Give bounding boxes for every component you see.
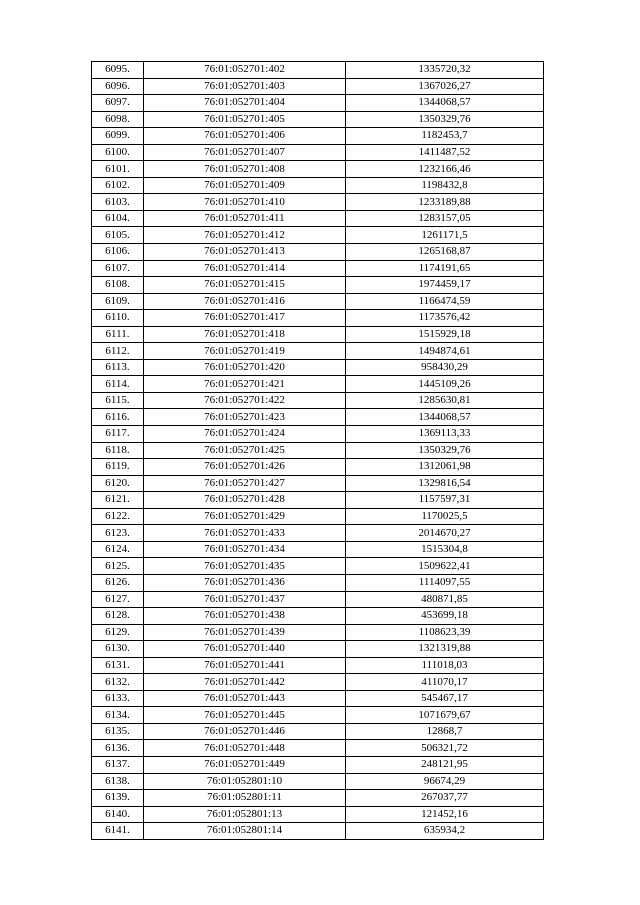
- cadastral-value-cell: 1114097,55: [346, 574, 544, 591]
- row-number-cell: 6121.: [92, 492, 144, 509]
- cadastral-value-cell: 1173576,42: [346, 310, 544, 327]
- cadastral-number-cell: 76:01:052701:427: [144, 475, 346, 492]
- cadastral-value-cell: 958430,29: [346, 359, 544, 376]
- cadastral-value-cell: 1261171,5: [346, 227, 544, 244]
- row-number-cell: 6117.: [92, 426, 144, 443]
- cadastral-value-cell: 121452,16: [346, 806, 544, 823]
- row-number-cell: 6140.: [92, 806, 144, 823]
- row-number-cell: 6109.: [92, 293, 144, 310]
- table-row: [92, 492, 544, 509]
- cadastral-value-cell: 1071679,67: [346, 707, 544, 724]
- cadastral-value-cell: 1157597,31: [346, 492, 544, 509]
- row-number-cell: 6139.: [92, 790, 144, 807]
- cadastral-value-cell: 1335720,32: [346, 62, 544, 79]
- cadastral-number-cell: 76:01:052701:425: [144, 442, 346, 459]
- row-number-cell: 6108.: [92, 277, 144, 294]
- cadastral-number-cell: 76:01:052701:429: [144, 508, 346, 525]
- cadastral-value-cell: 111018,03: [346, 657, 544, 674]
- cadastral-value-cell: 1350329,76: [346, 442, 544, 459]
- row-number-cell: 6135.: [92, 723, 144, 740]
- cadastral-number-cell: 76:01:052701:435: [144, 558, 346, 575]
- cadastral-value-cell: 1344068,57: [346, 95, 544, 112]
- cadastral-value-cell: 1312061,98: [346, 459, 544, 476]
- row-number-cell: 6137.: [92, 756, 144, 773]
- cadastral-value-cell: 1974459,17: [346, 277, 544, 294]
- table-row: [92, 608, 544, 625]
- table-row: [92, 756, 544, 773]
- row-number-cell: 6133.: [92, 690, 144, 707]
- cadastral-value-cell: 635934,2: [346, 823, 544, 840]
- table-row: [92, 227, 544, 244]
- row-number-cell: 6120.: [92, 475, 144, 492]
- table-row: [92, 459, 544, 476]
- cadastral-value-cell: 506321,72: [346, 740, 544, 757]
- cadastral-value-cell: 1232166,46: [346, 161, 544, 178]
- cadastral-number-cell: 76:01:052701:423: [144, 409, 346, 426]
- row-number-cell: 6105.: [92, 227, 144, 244]
- table-row: [92, 426, 544, 443]
- row-number-cell: 6095.: [92, 62, 144, 79]
- table-row: [92, 591, 544, 608]
- cadastral-value-cell: 2014670,27: [346, 525, 544, 542]
- cadastral-number-cell: 76:01:052701:434: [144, 541, 346, 558]
- cadastral-number-cell: 76:01:052701:421: [144, 376, 346, 393]
- table-row: [92, 707, 544, 724]
- cadastral-value-cell: 1411487,52: [346, 144, 544, 161]
- cadastral-number-cell: 76:01:052801:13: [144, 806, 346, 823]
- row-number-cell: 6113.: [92, 359, 144, 376]
- row-number-cell: 6100.: [92, 144, 144, 161]
- table-row: [92, 260, 544, 277]
- row-number-cell: 6119.: [92, 459, 144, 476]
- table-row: [92, 359, 544, 376]
- cadastral-number-cell: 76:01:052701:411: [144, 210, 346, 227]
- cadastral-value-cell: 1182453,7: [346, 128, 544, 145]
- cadastral-number-cell: 76:01:052701:442: [144, 674, 346, 691]
- table-body: [92, 62, 544, 840]
- cadastral-number-cell: 76:01:052701:448: [144, 740, 346, 757]
- cadastral-value-cell: 1285630,81: [346, 392, 544, 409]
- cadastral-value-cell: 248121,95: [346, 756, 544, 773]
- row-number-cell: 6122.: [92, 508, 144, 525]
- cadastral-number-cell: 76:01:052701:416: [144, 293, 346, 310]
- row-number-cell: 6129.: [92, 624, 144, 641]
- cadastral-number-cell: 76:01:052701:440: [144, 641, 346, 658]
- table-row: [92, 277, 544, 294]
- table-row: [92, 210, 544, 227]
- cadastral-number-cell: 76:01:052701:402: [144, 62, 346, 79]
- row-number-cell: 6107.: [92, 260, 144, 277]
- table-row: [92, 244, 544, 261]
- row-number-cell: 6131.: [92, 657, 144, 674]
- cadastral-value-cell: 1233189,88: [346, 194, 544, 211]
- row-number-cell: 6128.: [92, 608, 144, 625]
- table-row: [92, 161, 544, 178]
- cadastral-number-cell: 76:01:052701:428: [144, 492, 346, 509]
- table-row: [92, 823, 544, 840]
- row-number-cell: 6097.: [92, 95, 144, 112]
- table-row: [92, 723, 544, 740]
- table-row: [92, 790, 544, 807]
- cadastral-number-cell: 76:01:052701:408: [144, 161, 346, 178]
- cadastral-value-cell: 1344068,57: [346, 409, 544, 426]
- table-row: [92, 194, 544, 211]
- table-row: [92, 740, 544, 757]
- table-row: [92, 310, 544, 327]
- row-number-cell: 6116.: [92, 409, 144, 426]
- cadastral-number-cell: 76:01:052801:11: [144, 790, 346, 807]
- cadastral-number-cell: 76:01:052701:406: [144, 128, 346, 145]
- cadastral-value-cell: 1350329,76: [346, 111, 544, 128]
- cadastral-number-cell: 76:01:052701:417: [144, 310, 346, 327]
- cadastral-value-cell: 1198432,8: [346, 177, 544, 194]
- cadastral-value-cell: 12868,7: [346, 723, 544, 740]
- cadastral-number-cell: 76:01:052701:415: [144, 277, 346, 294]
- cadastral-number-cell: 76:01:052701:422: [144, 392, 346, 409]
- row-number-cell: 6098.: [92, 111, 144, 128]
- cadastral-number-cell: 76:01:052701:412: [144, 227, 346, 244]
- cadastral-value-cell: 453699,18: [346, 608, 544, 625]
- table-row: [92, 641, 544, 658]
- table-row: [92, 442, 544, 459]
- row-number-cell: 6104.: [92, 210, 144, 227]
- table-row: [92, 409, 544, 426]
- row-number-cell: 6110.: [92, 310, 144, 327]
- table-row: [92, 111, 544, 128]
- cadastral-value-cell: 1494874,61: [346, 343, 544, 360]
- cadastral-number-cell: 76:01:052701:405: [144, 111, 346, 128]
- row-number-cell: 6114.: [92, 376, 144, 393]
- cadastral-value-cell: 1321319,88: [346, 641, 544, 658]
- table-row: [92, 392, 544, 409]
- cadastral-number-cell: 76:01:052701:439: [144, 624, 346, 641]
- row-number-cell: 6099.: [92, 128, 144, 145]
- cadastral-value-cell: 1445109,26: [346, 376, 544, 393]
- table-row: [92, 128, 544, 145]
- cadastral-number-cell: 76:01:052801:10: [144, 773, 346, 790]
- table-row: [92, 177, 544, 194]
- cadastral-number-cell: 76:01:052701:446: [144, 723, 346, 740]
- row-number-cell: 6130.: [92, 641, 144, 658]
- cadastral-number-cell: 76:01:052701:410: [144, 194, 346, 211]
- row-number-cell: 6134.: [92, 707, 144, 724]
- cadastral-value-cell: 1515929,18: [346, 326, 544, 343]
- table-row: [92, 541, 544, 558]
- cadastral-number-cell: 76:01:052701:426: [144, 459, 346, 476]
- cadastral-value-cell: 1174191,65: [346, 260, 544, 277]
- table-row: [92, 376, 544, 393]
- table-row: [92, 773, 544, 790]
- row-number-cell: 6103.: [92, 194, 144, 211]
- cadastral-value-cell: 1515304,8: [346, 541, 544, 558]
- cadastral-value-cell: 545467,17: [346, 690, 544, 707]
- table-row: [92, 657, 544, 674]
- cadastral-value-cell: 1509622,41: [346, 558, 544, 575]
- table-row: [92, 78, 544, 95]
- row-number-cell: 6118.: [92, 442, 144, 459]
- table-row: [92, 343, 544, 360]
- row-number-cell: 6106.: [92, 244, 144, 261]
- table-row: [92, 574, 544, 591]
- table-row: [92, 144, 544, 161]
- cadastral-number-cell: 76:01:052701:413: [144, 244, 346, 261]
- table-row: [92, 674, 544, 691]
- cadastral-number-cell: 76:01:052701:433: [144, 525, 346, 542]
- cadastral-number-cell: 76:01:052701:437: [144, 591, 346, 608]
- row-number-cell: 6101.: [92, 161, 144, 178]
- cadastral-value-cell: 480871,85: [346, 591, 544, 608]
- cadastral-number-cell: 76:01:052701:409: [144, 177, 346, 194]
- row-number-cell: 6132.: [92, 674, 144, 691]
- row-number-cell: 6096.: [92, 78, 144, 95]
- table-row: [92, 326, 544, 343]
- cadastral-value-table: [91, 61, 544, 840]
- table-row: [92, 508, 544, 525]
- row-number-cell: 6141.: [92, 823, 144, 840]
- row-number-cell: 6102.: [92, 177, 144, 194]
- cadastral-number-cell: 76:01:052801:14: [144, 823, 346, 840]
- table-row: [92, 624, 544, 641]
- cadastral-value-cell: 1170025,5: [346, 508, 544, 525]
- row-number-cell: 6127.: [92, 591, 144, 608]
- cadastral-value-cell: 1329816,54: [346, 475, 544, 492]
- cadastral-value-cell: 411070,17: [346, 674, 544, 691]
- row-number-cell: 6123.: [92, 525, 144, 542]
- row-number-cell: 6125.: [92, 558, 144, 575]
- table-row: [92, 525, 544, 542]
- cadastral-number-cell: 76:01:052701:404: [144, 95, 346, 112]
- row-number-cell: 6115.: [92, 392, 144, 409]
- cadastral-value-cell: 1108623,39: [346, 624, 544, 641]
- table-row: [92, 95, 544, 112]
- table-row: [92, 293, 544, 310]
- row-number-cell: 6138.: [92, 773, 144, 790]
- cadastral-value-cell: 1265168,87: [346, 244, 544, 261]
- cadastral-number-cell: 76:01:052701:441: [144, 657, 346, 674]
- table-row: [92, 806, 544, 823]
- cadastral-value-cell: 1369113,33: [346, 426, 544, 443]
- cadastral-number-cell: 76:01:052701:438: [144, 608, 346, 625]
- cadastral-value-cell: 267037,77: [346, 790, 544, 807]
- row-number-cell: 6112.: [92, 343, 144, 360]
- table-row: [92, 690, 544, 707]
- cadastral-value-cell: 1367026,27: [346, 78, 544, 95]
- row-number-cell: 6111.: [92, 326, 144, 343]
- table-row: [92, 475, 544, 492]
- cadastral-value-cell: 96674,29: [346, 773, 544, 790]
- cadastral-number-cell: 76:01:052701:420: [144, 359, 346, 376]
- cadastral-number-cell: 76:01:052701:418: [144, 326, 346, 343]
- cadastral-number-cell: 76:01:052701:443: [144, 690, 346, 707]
- table-row: [92, 62, 544, 79]
- cadastral-number-cell: 76:01:052701:419: [144, 343, 346, 360]
- row-number-cell: 6136.: [92, 740, 144, 757]
- cadastral-number-cell: 76:01:052701:436: [144, 574, 346, 591]
- table-row: [92, 558, 544, 575]
- cadastral-number-cell: 76:01:052701:449: [144, 756, 346, 773]
- cadastral-number-cell: 76:01:052701:403: [144, 78, 346, 95]
- cadastral-number-cell: 76:01:052701:414: [144, 260, 346, 277]
- cadastral-number-cell: 76:01:052701:445: [144, 707, 346, 724]
- row-number-cell: 6124.: [92, 541, 144, 558]
- cadastral-number-cell: 76:01:052701:407: [144, 144, 346, 161]
- cadastral-value-cell: 1283157,05: [346, 210, 544, 227]
- cadastral-number-cell: 76:01:052701:424: [144, 426, 346, 443]
- row-number-cell: 6126.: [92, 574, 144, 591]
- cadastral-value-cell: 1166474,59: [346, 293, 544, 310]
